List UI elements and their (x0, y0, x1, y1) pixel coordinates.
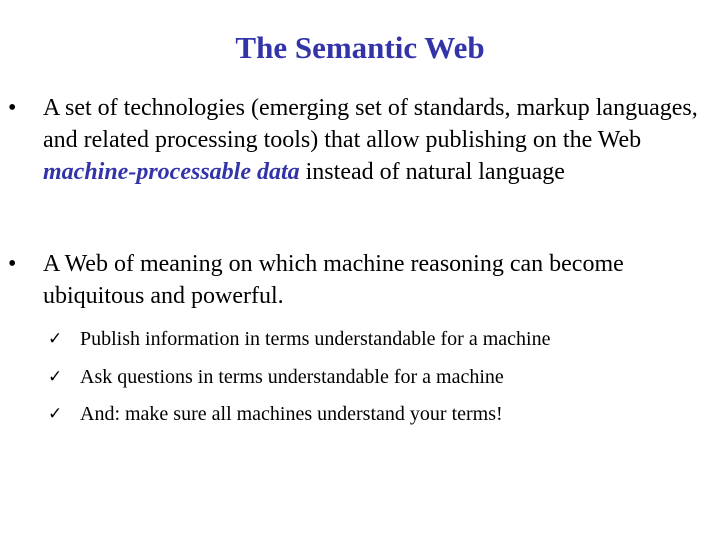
checkmark-icon: ✓ (48, 404, 63, 424)
slide-title: The Semantic Web (235, 30, 485, 65)
checkmark-icon: ✓ (48, 329, 63, 349)
bullet-marker: • (8, 251, 17, 277)
sub-item-text: And: make sure all machines understand your terms! (80, 403, 503, 425)
bullet-marker: • (8, 95, 17, 121)
bullet-text-end: instead of natural language (299, 159, 565, 185)
bullet-text-start: A set of technologies (emerging set of standards, markup languages, and related processing tools) that allow publishing on the Web (43, 95, 698, 153)
sub-item-text: Publish information in terms understandable for a machine (80, 328, 551, 350)
sub-item-text: Ask questions in terms understandable for a machine (80, 366, 504, 388)
bullet-text (43, 92, 703, 188)
emphasis-text: machine-processable data (43, 159, 300, 185)
bullet-text: A Web of meaning on which machine reasoning can become ubiquitous and powerful. (43, 251, 624, 309)
checkmark-icon: ✓ (48, 367, 63, 387)
